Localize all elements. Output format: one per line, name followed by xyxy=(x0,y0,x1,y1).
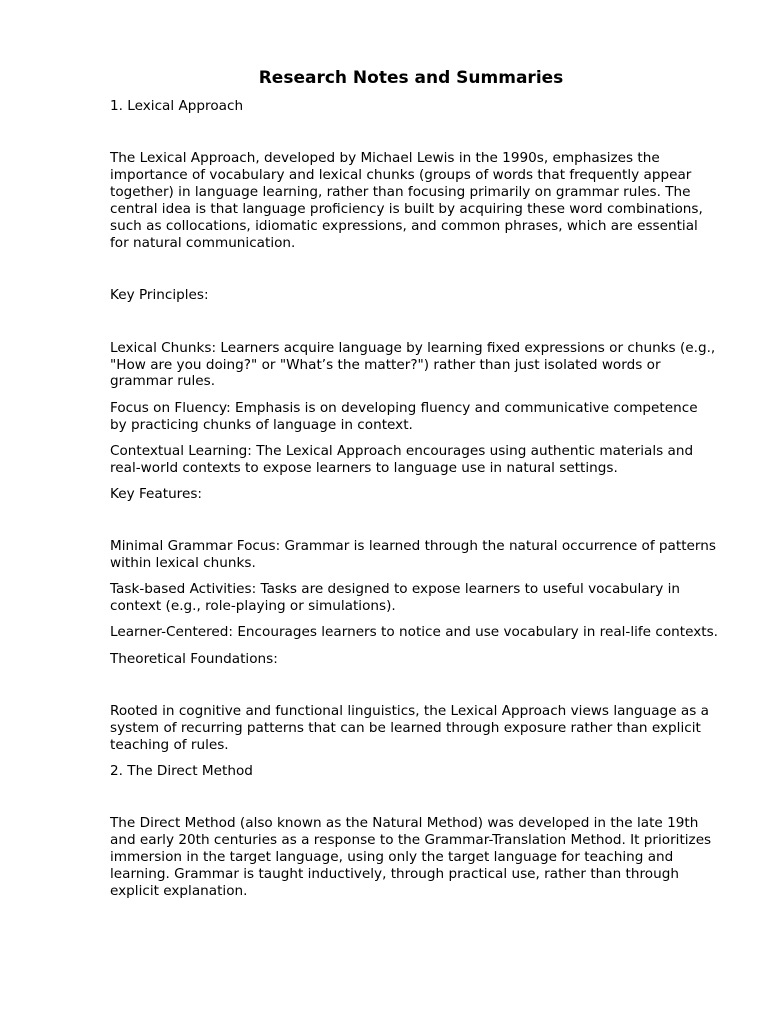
subheading-key-principles: Key Principles: xyxy=(110,287,209,304)
paragraph-lexical-intro: The Lexical Approach, developed by Michael Lewis in the 1990s, emphasizes the importance of vocabulary and lexical chunks (groups of words that frequently appear together) in language learning, rather than focusing primarily on grammar rules. The central idea is that language proficiency is built by acquiring these word combinations, such as collocations, idiomatic expressions, and common phrases, which are essential for natural communication. xyxy=(110,150,703,251)
feature-minimal-grammar: Minimal Grammar Focus: Grammar is learned through the natural occurrence of patterns within lexical chunks. xyxy=(110,538,716,571)
subheading-key-features: Key Features: xyxy=(110,485,202,502)
principle-contextual-learning: Contextual Learning: The Lexical Approach encourages using authentic materials and real-world contexts to expose learners to language use in natural settings. xyxy=(110,442,694,476)
feature-task-based: Task-based Activities: Tasks are designed to expose learners to useful vocabulary in context (e.g., role-playing or simulations). xyxy=(110,581,680,615)
feature-learner-centered: Learner-Centered: Encourages learners to notice and use vocabulary in real-life contexts. xyxy=(110,624,719,641)
section-heading-lexical-approach: 1. Lexical Approach xyxy=(110,98,244,114)
subheading-theoretical-foundations: Theoretical Foundations: xyxy=(110,650,278,667)
paragraph-direct-method-intro: The Direct Method (also known as the Natural Method) was developed in the late 19th and early 20th centuries as a response to the Grammar-Translation Method. It prioritizes immersion in the target language, using only the target language for teaching and learning. Grammar is taught inductively, through practical use, rather than through explicit explanation. xyxy=(110,814,712,899)
paragraph-theoretical-foundations: Rooted in cognitive and functional linguistics, the Lexical Approach views language as a system of recurring patterns that can be learned through exposure rather than explicit teaching of rules. xyxy=(110,702,710,753)
document-body xyxy=(110,98,718,935)
principle-focus-on-fluency: Focus on Fluency: Emphasis is on developing fluency and communicative competence by practicing chunks of language in context. xyxy=(110,399,698,433)
principle-lexical-chunks: Lexical Chunks: Learners acquire language by learning fixed expressions or chunks (e.g., "How are you doing?" or "What’s the matter?") rather than just isolated words or grammar rules. xyxy=(110,339,716,390)
document-title: Research Notes and Summaries xyxy=(258,68,564,88)
section-heading-direct-method: 2. The Direct Method xyxy=(110,762,253,779)
